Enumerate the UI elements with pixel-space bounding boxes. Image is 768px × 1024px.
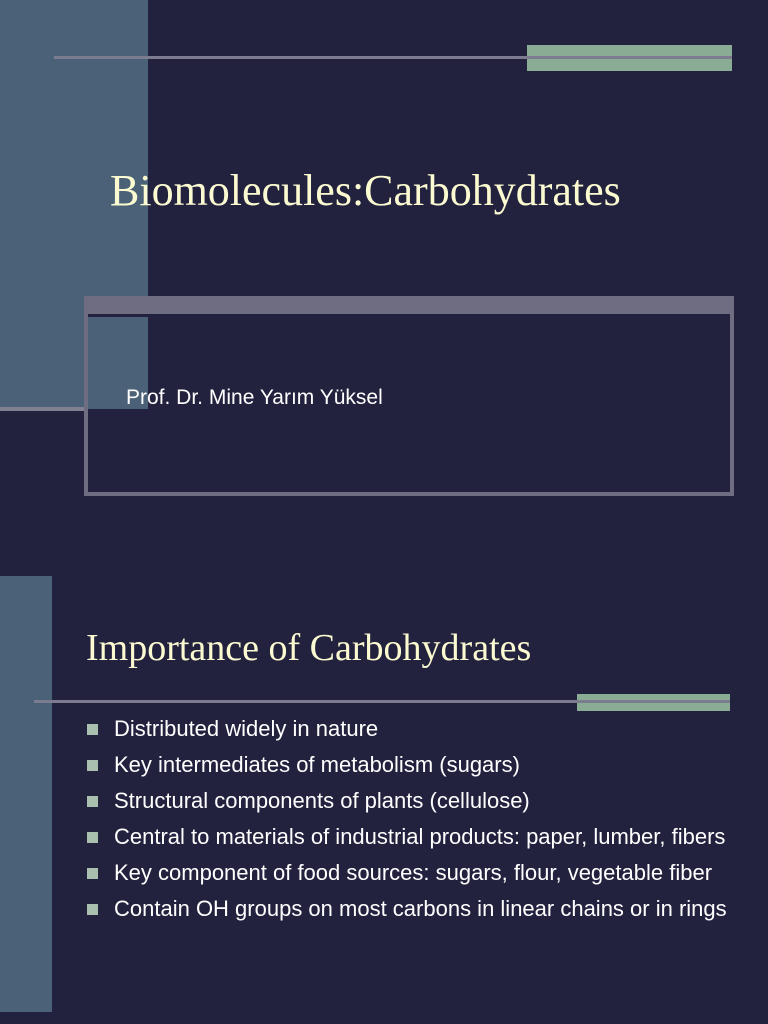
accent-block-divider [577, 700, 730, 703]
content-slide [0, 552, 768, 1024]
slide-title: Biomolecules:Carbohydrates [110, 166, 621, 215]
bullet-text: Central to materials of industrial products: paper, lumber, fibers [114, 824, 726, 849]
square-bullet-icon [87, 904, 98, 915]
slide-title: Importance of Carbohydrates [86, 627, 532, 669]
bullet-item [86, 857, 736, 889]
bullet-item [86, 713, 736, 745]
square-bullet-icon [87, 760, 98, 771]
bullet-text: Contain OH groups on most carbons in linear chains or in rings [114, 896, 727, 921]
side-bar [0, 576, 52, 1012]
author-name: Prof. Dr. Mine Yarım Yüksel [126, 386, 383, 409]
square-bullet-icon [87, 832, 98, 843]
bullet-text: Structural components of plants (cellulose) [114, 788, 530, 813]
bullet-item [86, 821, 736, 853]
bullet-text: Key intermediates of metabolism (sugars) [114, 752, 520, 777]
bullet-item [86, 749, 736, 781]
square-bullet-icon [87, 724, 98, 735]
bullet-item [86, 893, 736, 925]
side-bar-edge [0, 407, 86, 411]
square-bullet-icon [87, 868, 98, 879]
bullet-item [86, 785, 736, 817]
subtitle-box [84, 296, 734, 496]
bullet-text: Distributed widely in nature [114, 716, 379, 741]
bullet-text: Key component of food sources: sugars, flour, vegetable fiber [114, 860, 713, 885]
accent-block-divider [527, 56, 732, 59]
square-bullet-icon [87, 796, 98, 807]
bullet-list [86, 713, 736, 929]
